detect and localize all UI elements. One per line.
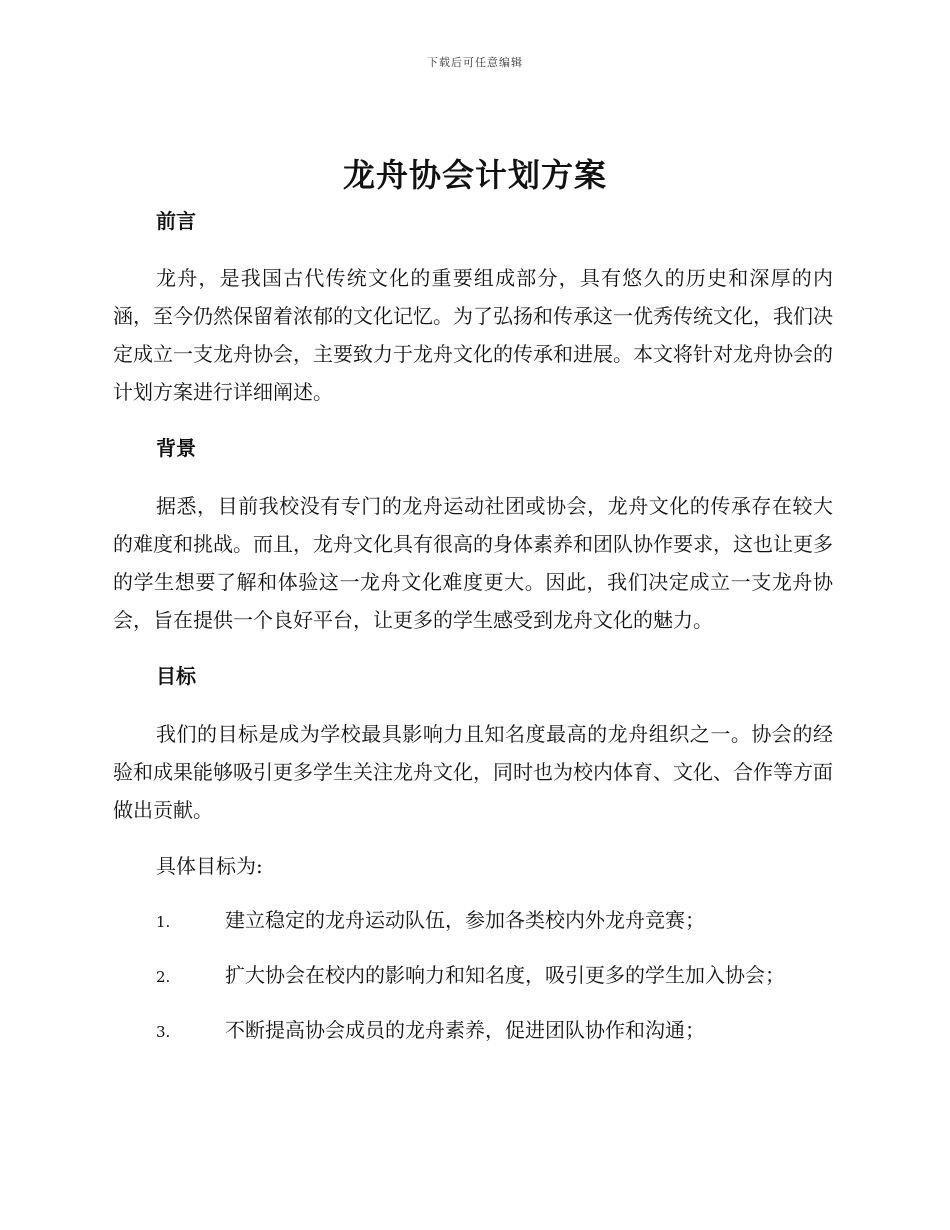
list-item-text: 扩大协会在校内的影响力和知名度，吸引更多的学生加入协会； (225, 963, 785, 987)
goals-list (113, 901, 833, 1049)
list-item-text: 不断提高协会成员的龙舟素养，促进团队协作和沟通； (225, 1018, 705, 1042)
list-item (113, 901, 833, 939)
list-item (113, 1011, 833, 1049)
section-paragraph-background: 据悉，目前我校没有专门的龙舟运动社团或协会，龙舟文化的传承存在较大的难度和挑战。而且，龙舟文化具有很高的身体素养和团队协作要求，这也让更多的学生想要了解和体验这一龙舟文化难度更大。因此，我们决定成立一支龙舟协会，旨在提供一个良好平台，让更多的学生感受到龙舟文化的魅力。 (113, 494, 833, 632)
section-paragraph-preface: 龙舟，是我国古代传统文化的重要组成部分，具有悠久的历史和深厚的内涵，至今仍然保留着浓郁的文化记忆。为了弘扬和传承这一优秀传统文化，我们决定成立一支龙舟协会，主要致力于龙舟文化的传承和进展。本文将针对龙舟协会的计划方案进行详细阐述。 (113, 266, 833, 404)
list-item-number: 2. (156, 968, 171, 986)
goals-list-lead: 具体目标为: (156, 854, 263, 878)
section-heading-background: 背景 (156, 436, 196, 460)
page-header: 下载后可任意编辑 (427, 56, 523, 69)
list-item-number: 3. (156, 1023, 171, 1041)
list-item-number: 1. (156, 913, 171, 931)
list-item-text: 建立稳定的龙舟运动队伍，参加各类校内外龙舟竞赛； (225, 908, 705, 932)
section-paragraph-goals: 我们的目标是成为学校最具影响力且知名度最高的龙舟组织之一。协会的经验和成果能够吸引更多学生关注龙舟文化，同时也为校内体育、文化、合作等方面做出贡献。 (113, 722, 833, 822)
section-heading-preface: 前言 (156, 209, 196, 233)
document-body (113, 204, 833, 1066)
list-item (113, 956, 833, 994)
document-title: 龙舟协会计划方案 (342, 156, 607, 194)
section-heading-goals: 目标 (156, 664, 196, 688)
